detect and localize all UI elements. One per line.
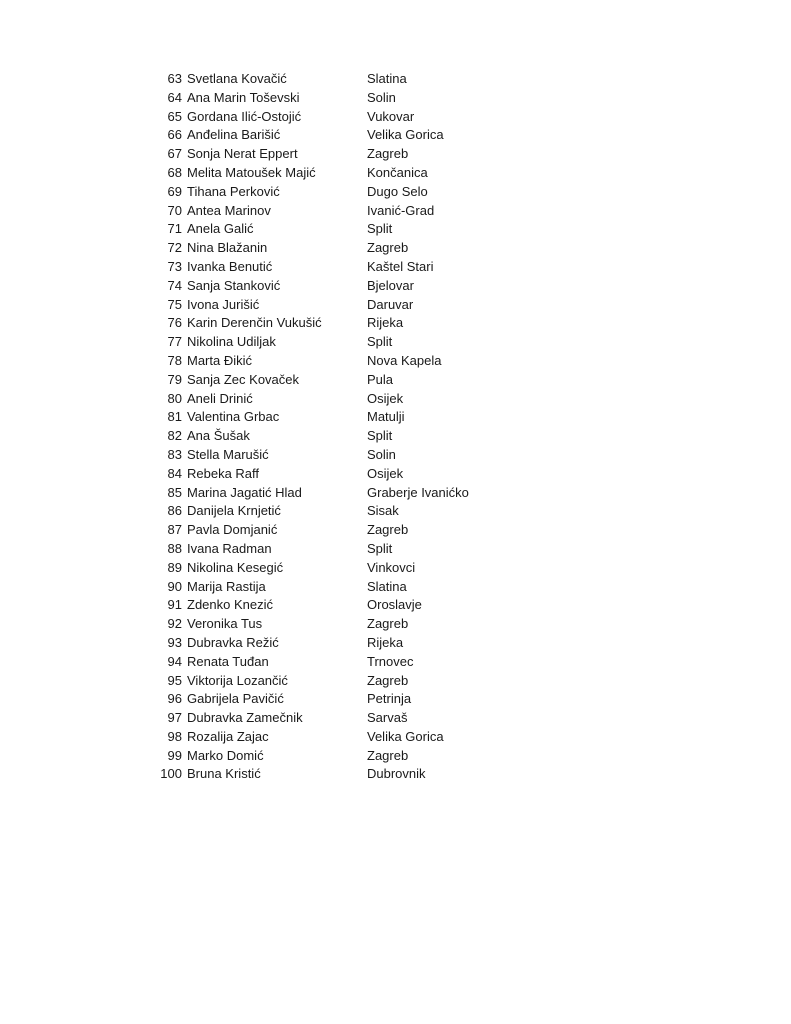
- list-item: [150, 728, 550, 747]
- list-item: [150, 672, 550, 691]
- list-item: [150, 239, 550, 258]
- entry-city: Bjelovar: [367, 277, 414, 293]
- list-item: [150, 164, 550, 183]
- entry-city: Kaštel Stari: [367, 258, 434, 274]
- list-item: [150, 314, 550, 333]
- entry-city: Petrinja: [367, 691, 412, 707]
- list-item: [150, 521, 550, 540]
- list-item: [150, 578, 550, 597]
- entry-name: Anđelina Barišić: [187, 127, 281, 143]
- list-item: [150, 559, 550, 578]
- entry-city: Osijek: [367, 465, 404, 481]
- entry-number: 94: [167, 653, 182, 669]
- entry-city: Nova Kapela: [367, 352, 442, 368]
- entry-city: Ivanić-Grad: [367, 202, 435, 218]
- list-item: [150, 371, 550, 390]
- list-item: [150, 540, 550, 559]
- list-item: [150, 427, 550, 446]
- entry-name: Ana Marin Toševski: [187, 89, 300, 105]
- entry-number: 77: [167, 334, 182, 350]
- entry-number: 95: [167, 672, 182, 688]
- entry-city: Velika Gorica: [367, 728, 444, 744]
- entry-city: Zagreb: [367, 672, 409, 688]
- entry-name: Nikolina Udiljak: [187, 334, 276, 350]
- entry-city: Solin: [367, 446, 396, 462]
- entry-city: Zagreb: [367, 146, 409, 162]
- entry-name: Zdenko Knezić: [187, 597, 273, 613]
- entry-name: Dubravka Režić: [187, 634, 279, 650]
- list-item: [150, 183, 550, 202]
- entry-name: Anela Galić: [187, 221, 254, 237]
- entry-city: Split: [367, 540, 393, 556]
- list-item: [150, 277, 550, 296]
- entry-name: Rebeka Raff: [187, 465, 260, 481]
- list-item: [150, 502, 550, 521]
- entry-city: Zagreb: [367, 616, 409, 632]
- entry-name: Tihana Perković: [187, 183, 280, 199]
- entry-name: Marija Rastija: [187, 578, 266, 594]
- entry-name: Svetlana Kovačić: [187, 71, 287, 86]
- list-item: [150, 220, 550, 239]
- entry-city: Matulji: [367, 409, 405, 425]
- list-item: [150, 408, 550, 427]
- entry-name: Veronika Tus: [187, 616, 263, 632]
- entry-number: 89: [167, 559, 182, 575]
- list-item: [150, 352, 550, 371]
- entry-number: 73: [167, 258, 182, 274]
- entry-number: 85: [167, 484, 182, 500]
- entry-city: Končanica: [367, 164, 428, 180]
- entry-number: 79: [167, 371, 182, 387]
- entry-city: Daruvar: [367, 296, 414, 312]
- entry-name: Ivona Jurišić: [187, 296, 260, 312]
- entry-city: Dubrovnik: [367, 766, 426, 782]
- entry-name: Rozalija Zajac: [187, 728, 269, 744]
- entry-number: 93: [167, 634, 182, 650]
- entry-name: Renata Tuđan: [187, 653, 269, 669]
- entry-name: Melita Matoušek Majić: [187, 164, 316, 180]
- list-item: [150, 390, 550, 409]
- entry-number: 96: [167, 691, 182, 707]
- list-item: [150, 615, 550, 634]
- entry-city: Vukovar: [367, 108, 415, 124]
- entry-city: Vinkovci: [367, 559, 416, 575]
- entry-name: Gordana Ilić-Ostojić: [187, 108, 302, 124]
- entry-name: Viktorija Lozančić: [187, 672, 288, 688]
- entry-name: Aneli Drinić: [187, 390, 253, 406]
- entry-number: 63: [167, 71, 182, 86]
- entry-city: Velika Gorica: [367, 127, 444, 143]
- entry-city: Graberje Ivanićko: [367, 484, 469, 500]
- entry-city: Sisak: [367, 503, 399, 519]
- entry-number: 98: [167, 728, 182, 744]
- entry-number: 86: [167, 503, 182, 519]
- entry-city: Osijek: [367, 390, 404, 406]
- entry-name: Valentina Grbac: [187, 409, 280, 425]
- entry-number: 76: [167, 315, 182, 331]
- entry-number: 92: [167, 616, 182, 632]
- list-item: [150, 145, 550, 164]
- entry-number: 65: [167, 108, 182, 124]
- list-item: [150, 484, 550, 503]
- entry-number: 69: [167, 183, 182, 199]
- entry-city: Trnovec: [367, 653, 414, 669]
- entry-number: 74: [167, 277, 182, 293]
- entry-number: 99: [167, 747, 182, 763]
- list-item: [150, 709, 550, 728]
- entry-city: Split: [367, 334, 393, 350]
- entry-number: 67: [167, 146, 182, 162]
- entry-name: Karin Derenčin Vukušić: [187, 315, 322, 331]
- entry-number: 82: [167, 428, 182, 444]
- entry-number: 83: [167, 446, 182, 462]
- entry-city: Solin: [367, 89, 396, 105]
- entry-name: Ivanka Benutić: [187, 258, 273, 274]
- entry-city: Rijeka: [367, 634, 404, 650]
- entry-name: Antea Marinov: [187, 202, 271, 218]
- list-item: [150, 690, 550, 709]
- entry-name: Dubravka Zamečnik: [187, 710, 303, 726]
- list-item: [150, 202, 550, 221]
- entry-number: 81: [167, 409, 182, 425]
- entry-name: Marta Đikić: [187, 352, 253, 368]
- entry-city: Pula: [367, 371, 394, 387]
- list-item: [150, 747, 550, 766]
- list-item: [150, 333, 550, 352]
- entry-name: Marina Jagatić Hlad: [187, 484, 302, 500]
- entry-city: Zagreb: [367, 747, 409, 763]
- list-item: [150, 108, 550, 127]
- list-item: [150, 126, 550, 145]
- entry-name: Sonja Nerat Eppert: [187, 146, 298, 162]
- entry-city: Zagreb: [367, 522, 409, 538]
- list-item: [150, 765, 550, 784]
- entry-number: 97: [167, 710, 182, 726]
- list-item: [150, 296, 550, 315]
- list-item: [150, 596, 550, 615]
- entry-city: Slatina: [367, 71, 407, 86]
- entry-number: 100: [160, 766, 182, 782]
- entry-number: 88: [167, 540, 182, 556]
- entry-number: 90: [167, 578, 182, 594]
- entry-name: Danijela Krnjetić: [187, 503, 281, 519]
- entry-name: Marko Domić: [187, 747, 264, 763]
- list-item: [150, 465, 550, 484]
- entry-number: 80: [167, 390, 182, 406]
- entry-city: Oroslavje: [367, 597, 422, 613]
- entry-number: 84: [167, 465, 182, 481]
- entry-name: Stella Marušić: [187, 446, 269, 462]
- entry-number: 78: [167, 352, 182, 368]
- entry-city: Sarvaš: [367, 710, 408, 726]
- entry-city: Dugo Selo: [367, 183, 428, 199]
- entry-name: Gabrijela Pavičić: [187, 691, 284, 707]
- entry-name: Sanja Zec Kovaček: [187, 371, 300, 387]
- entry-name: Ana Šušak: [187, 428, 250, 444]
- entry-name: Nikolina Kesegić: [187, 559, 284, 575]
- entry-number: 68: [167, 164, 182, 180]
- entry-city: Rijeka: [367, 315, 404, 331]
- entry-city: Split: [367, 221, 393, 237]
- entry-number: 64: [167, 89, 182, 105]
- entry-list: [150, 70, 550, 784]
- list-item: [150, 89, 550, 108]
- entry-number: 70: [167, 202, 182, 218]
- entry-number: 75: [167, 296, 182, 312]
- entry-number: 91: [167, 597, 182, 613]
- entry-name: Ivana Radman: [187, 540, 272, 556]
- entry-name: Bruna Kristić: [187, 766, 261, 782]
- entry-name: Nina Blažanin: [187, 240, 268, 256]
- list-item: [150, 653, 550, 672]
- entry-number: 87: [167, 522, 182, 538]
- entry-name: Pavla Domjanić: [187, 522, 278, 538]
- list-item: [150, 446, 550, 465]
- list-item: [150, 634, 550, 653]
- entry-number: 71: [167, 221, 182, 237]
- entry-name: Sanja Stanković: [187, 277, 281, 293]
- entry-number: 66: [167, 127, 182, 143]
- entry-city: Zagreb: [367, 240, 409, 256]
- entry-city: Slatina: [367, 578, 407, 594]
- list-item: [150, 70, 550, 89]
- list-item: [150, 258, 550, 277]
- entry-number: 72: [167, 240, 182, 256]
- entry-city: Split: [367, 428, 393, 444]
